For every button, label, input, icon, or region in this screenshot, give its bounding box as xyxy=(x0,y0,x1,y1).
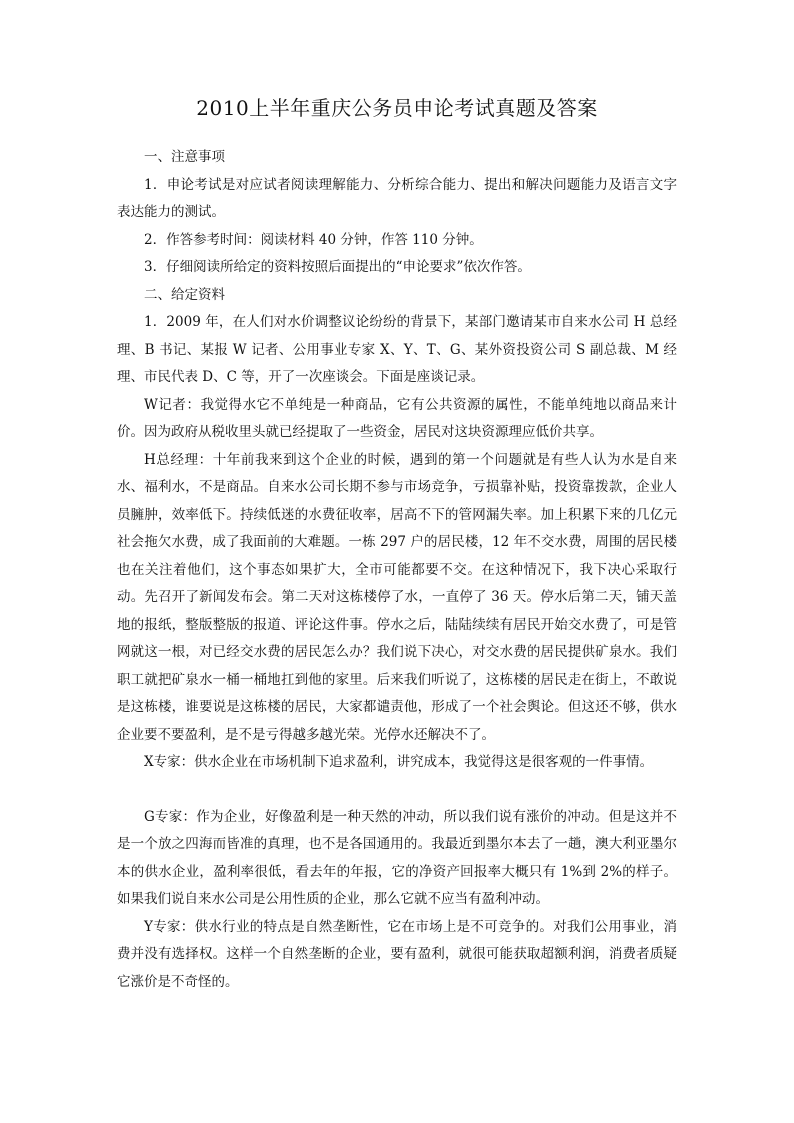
notice-item-3: 3．仔细阅读所给定的资料按照后面提出的“申论要求”依次作答。 xyxy=(144,259,531,275)
section-heading-materials: 二、给定资料 xyxy=(144,286,225,303)
speaker-w-reporter: W记者：我觉得水它不单纯是一种商品，它有公共资源的属性，不能单纯地以商品来计价。因为政府从税收里头就已经提取了一些资金，居民对这块资源理应低价共享。 xyxy=(117,396,677,440)
notice-item-1: 1．申论考试是对应试者阅读理解能力、分析综合能力、提出和解决问题能力及语言文字表达能力的测试。 xyxy=(117,176,677,220)
speaker-y-expert: Y专家：供水行业的特点是自然垄断性，它在市场上是不可竞争的。对我们公用事业，消费并没有选择权。这样一个自然垄断的企业，要有盈利，就很可能获取超额利润，消费者质疑它涨价是不奇怪的。 xyxy=(117,918,677,990)
material-paragraph-1: 1．2009 年，在人们对水价调整议论纷纷的背景下，某部门邀请某市自来水公司 H 总经理、B 书记、某报 W 记者、公用事业专家 X、Y、T、G、某外资投资公司 S 副总裁、M 经理、市民代表 D、C 等，开了一次座谈会。下面是座谈记录。 xyxy=(117,314,677,385)
speaker-g-expert: G专家：作为企业，好像盈利是一种天然的冲动，所以我们说有涨价的冲动。但是这并不是一个放之四海而皆准的真理，也不是各国通用的。我最近到墨尔本去了一趟，澳大利亚墨尔本的供水企业，盈利率很低，看去年的年报，它的净资产回报率大概只有 1%到 2%的样子。如果我们说自来水公司是公用性质的企业，那么它就不应当有盈利冲动。 xyxy=(117,808,677,907)
speaker-h-manager: H总经理：十年前我来到这个企业的时候，遇到的第一个问题就是有些人认为水是自来水、福利水，不是商品。自来水公司长期不参与市场竞争，亏损靠补贴，投资靠拨款，企业人员臃肿，效率低下。持续低迷的水费征收率，居高不下的管网漏失率。加上积累下来的几亿元社会拖欠水费，成了我面前的大难题。一栋 297 户的居民楼，12 年不交水费，周围的居民楼也在关注着他们，这个事态如果扩大，全市可能都要不交。在这种情况下，我下决心采取行动。先召开了新闻发布会。第二天对这栋楼停了水，一直停了 36 天。停水后第二天，铺天盖地的报纸，整版整版的报道、评论这件事。停水之后，陆陆续续有居民开始交水费了，可是管网就这一根，对已经交水费的居民怎么办？我们说下决心，对交水费的居民提供矿泉水。我们职工就把矿泉水一桶一桶地扛到他的家里。后来我们听说了，这栋楼的居民走在街上，不敢说是这栋楼，谁要说是这栋楼的居民，大家都谴责他，形成了一个社会舆论。但这还不够，供水企业要不要盈利，是不是亏得越多越光荣。光停水还解决不了。 xyxy=(117,451,677,743)
speaker-x-expert: X专家：供水企业在市场机制下追求盈利，讲究成本，我觉得这是很客观的一件事情。 xyxy=(144,754,654,770)
section-heading-notice: 一、注意事项 xyxy=(144,149,225,165)
document-body xyxy=(117,144,677,996)
notice-item-2: 2．作答参考时间：阅读材料 40 分钟，作答 110 分钟。 xyxy=(144,231,483,248)
blank-line xyxy=(117,777,677,804)
document-title: 2010上半年重庆公务员申论考试真题及答案 xyxy=(196,96,598,120)
